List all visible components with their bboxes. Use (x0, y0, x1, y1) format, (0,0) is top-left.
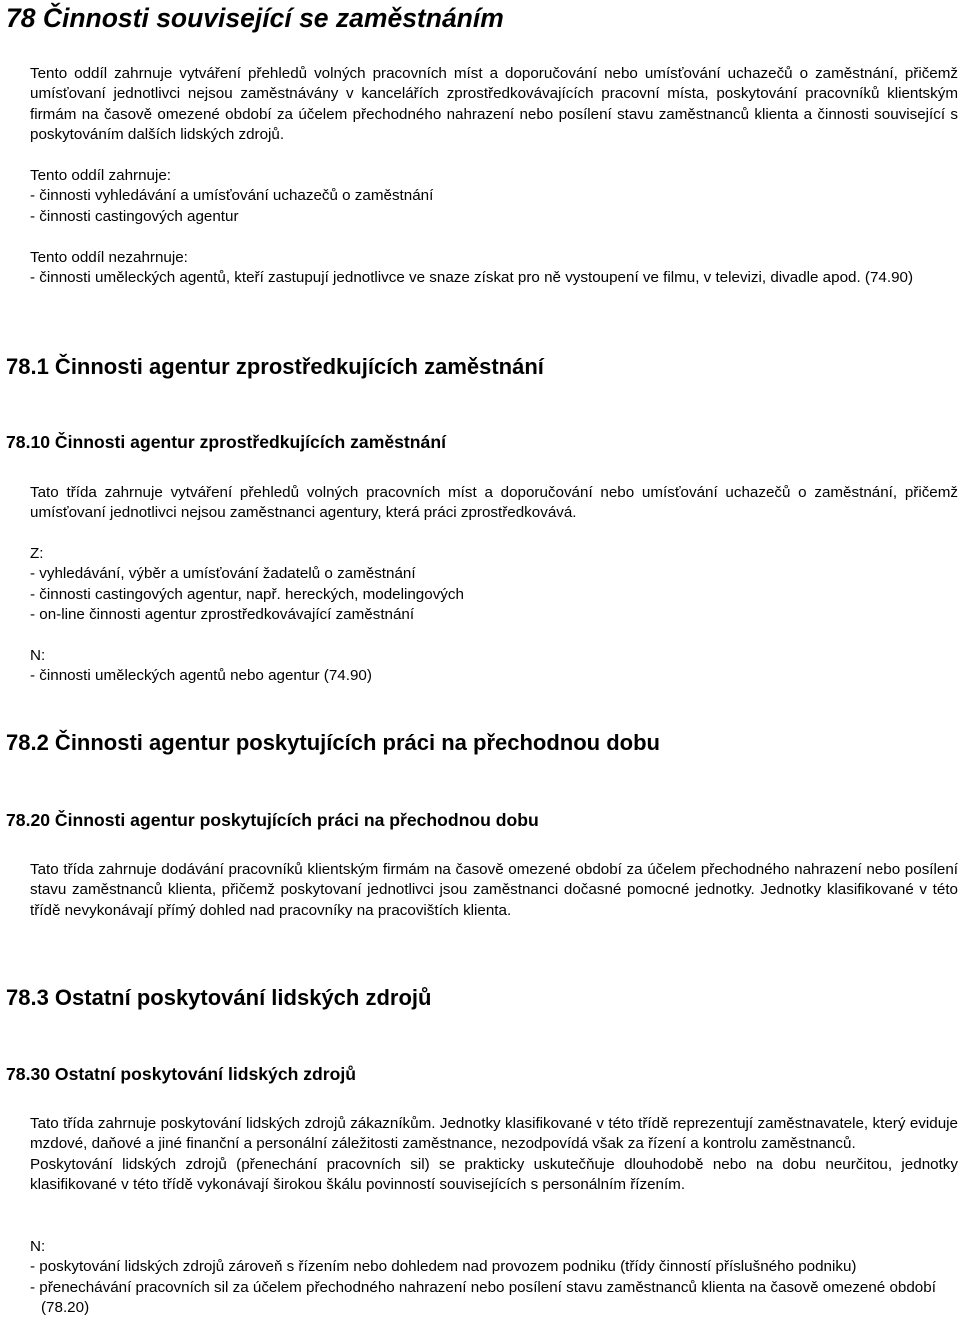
class-78-30-paragraphs (30, 1114, 958, 1195)
intro-text: Tento oddíl zahrnuje vytváření přehledů volných pracovních míst a doporučování nebo umísťování uchazečů o zaměstnání, přičemž umísťovaní jednotlivci nejsou zaměstnávány v kancelářích zprostředkovávajících pracovní místa, poskytování pracovníků klientským firmám na časově omezené období za účelem přechodného nahrazení nebo posílení stavu zaměstnanců klienta a činnosti související s poskytováním dalších lidských zdrojů. (30, 65, 958, 143)
includes-label: Tento oddíl zahrnuje: (30, 167, 172, 184)
list-item: - činnosti uměleckých agentů, kteří zastupují jednotlivce ve snaze získat pro ně vystoupení ve filmu, v televizi, divadle apod. (74.90) (30, 269, 914, 287)
intro-paragraph (30, 64, 958, 145)
intro-includes (30, 166, 958, 227)
list-item: - přenechávání pracovních sil za účelem přechodného nahrazení nebo posílení stavu zaměstnanců klienta na časově omezené období (78.20) (30, 1278, 936, 1316)
z-list (30, 564, 958, 625)
class-78-10-text: Tato třída zahrnuje vytváření přehledů volných pracovních míst a doporučování nebo umísťování uchazečů o zaměstnání, přičemž umísťovaní jednotlivci nejsou zaměstnanci agentury, která práci zprostředkovává. (30, 484, 958, 522)
list-item: - činnosti castingových agentur (30, 207, 239, 225)
n-label: N: (30, 647, 46, 664)
class-78-10-includes (30, 544, 958, 625)
section-heading-78-2: 78.2 Činnosti agentur poskytujících práci na přechodnou dobu (6, 730, 660, 755)
n-label: N: (30, 1238, 46, 1255)
list-item: - činnosti castingových agentur, např. hereckých, modelingových (30, 585, 464, 603)
class-78-20-text: Tato třída zahrnuje dodávání pracovníků klientským firmám na časově omezené období za účelem přechodného nahrazení nebo posílení stavu zaměstnanců klienta, přičemž poskytovaní jednotlivci jsou zaměstnanci dočasné pomocné jednotky. Jednotky klasifikované v této třídě nevykonávají přímý dohled nad pracovníky na pracovištích klienta. (30, 861, 958, 919)
section-heading-78-3: 78.3 Ostatní poskytování lidských zdrojů (6, 985, 432, 1010)
class-heading-78-20: 78.20 Činnosti agentur poskytujících práci na přechodnou dobu (6, 810, 539, 830)
class-heading-78-30: 78.30 Ostatní poskytování lidských zdrojů (6, 1064, 357, 1084)
excludes-list (30, 268, 958, 288)
list-item: - on-line činnosti agentur zprostředkovávající zaměstnání (30, 605, 415, 623)
class-78-10-paragraph (30, 483, 958, 524)
class-78-30-text-2: Poskytování lidských zdrojů (přenechání pracovních sil) se prakticky uskutečňuje dlouhodobě nebo na dobu neurčitou, jednotky klasifikované v této třídě vykonávají širokou škálu povinností souvisejících s personálním řízením. (30, 1155, 958, 1193)
n-list (30, 1257, 958, 1318)
class-78-20-paragraph (30, 860, 958, 921)
class-78-30-excludes (30, 1237, 958, 1318)
list-item: - vyhledávání, výběr a umísťování žadatelů o zaměstnání (30, 565, 416, 583)
list-item: - činnosti uměleckých agentů nebo agentur (74.90) (30, 667, 372, 685)
section-heading-78-1: 78.1 Činnosti agentur zprostředkujících zaměstnání (6, 354, 544, 379)
n-list (30, 666, 958, 686)
intro-excludes (30, 248, 958, 289)
list-item: - činnosti vyhledávání a umísťování uchazečů o zaměstnání (30, 187, 434, 205)
z-label: Z: (30, 545, 44, 562)
class-heading-78-10: 78.10 Činnosti agentur zprostředkujících zaměstnání (6, 432, 446, 452)
class-78-30-text-1: Tato třída zahrnuje poskytování lidských zdrojů zákazníkům. Jednotky klasifikované v této třídě reprezentují zaměstnavatele, který eviduje mzdové, daňové a jiné finanční a personální záležitosti zaměstnance, nezodpovídá však za řízení a kontrolu zaměstnanců. (30, 1115, 958, 1153)
page-title: 78 Činnosti související se zaměstnáním (6, 3, 504, 33)
includes-list (30, 186, 958, 227)
excludes-label: Tento oddíl nezahrnuje: (30, 249, 188, 266)
class-78-10-excludes (30, 646, 958, 687)
list-item: - poskytování lidských zdrojů zároveň s řízením nebo dohledem nad provozem podniku (třídy činností příslušného podniku) (30, 1258, 857, 1276)
